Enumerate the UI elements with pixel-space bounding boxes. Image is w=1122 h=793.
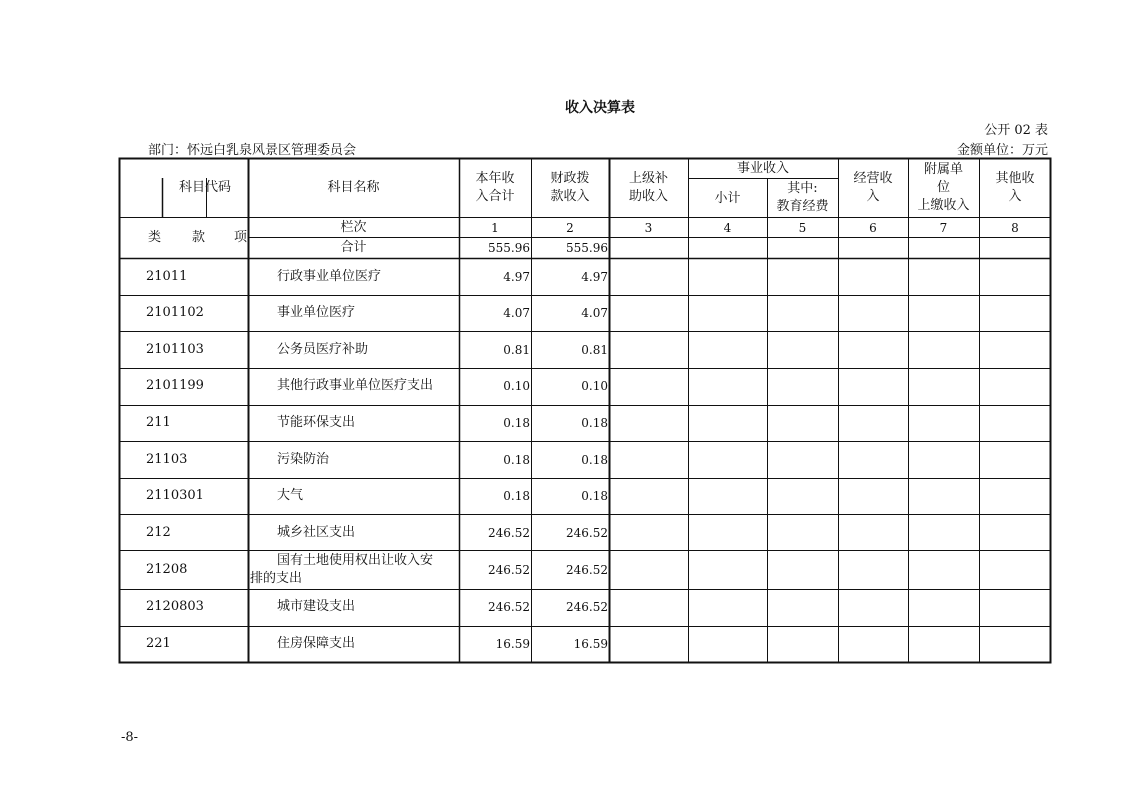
- row-total: 246.52: [488, 600, 530, 614]
- column-index-4: 4: [723, 221, 732, 235]
- header-fiscal-line1: 财政拨: [550, 171, 590, 186]
- header-subject-code: 科目代码: [178, 180, 231, 195]
- row-total: 0.10: [503, 379, 530, 393]
- row-name: 城乡社区支出: [277, 525, 356, 540]
- row-name-line1: 国有土地使用权出让收入安: [277, 553, 434, 568]
- form-number: 公开 02 表: [984, 123, 1048, 138]
- header-affiliated-line3: 上缴收入: [917, 198, 970, 213]
- row-code: 21103: [146, 452, 188, 467]
- row-fiscal: 246.52: [566, 563, 608, 577]
- header-operating-line2: 入: [866, 189, 880, 204]
- column-index-8: 8: [1011, 221, 1019, 235]
- header-operating-line1: 经营收: [853, 171, 893, 186]
- row-name: 住房保障支出: [277, 636, 356, 651]
- header-superior-line1: 上级补: [628, 171, 668, 186]
- row-total: 4.97: [503, 270, 530, 284]
- row-total: 0.81: [503, 343, 530, 357]
- header-total-line1: 本年收: [475, 171, 515, 186]
- department-label: 部门：怀远白乳泉风景区管理委员会: [148, 143, 357, 158]
- header-subtotal: 小计: [714, 191, 741, 206]
- header-other-line2: 入: [1008, 189, 1022, 204]
- row-code: 221: [146, 636, 171, 651]
- row-name: 污染防治: [277, 452, 330, 467]
- total-label: 合计: [340, 240, 367, 255]
- row-code: 211: [146, 415, 171, 430]
- column-index-1: 1: [491, 221, 499, 235]
- row-total: 4.07: [503, 306, 530, 320]
- row-name: 公务员医疗补助: [277, 342, 369, 357]
- page-number: -8-: [121, 730, 139, 745]
- row-code: 21208: [146, 562, 188, 577]
- row-code: 2120803: [146, 599, 204, 614]
- row-total: 16.59: [495, 637, 530, 651]
- row-total: 0.18: [503, 453, 530, 467]
- amount-unit-label: 金额单位：万元: [956, 143, 1048, 158]
- row-fiscal: 4.97: [581, 270, 608, 284]
- row-name: 节能环保支出: [277, 415, 356, 430]
- header-business-income: 事业收入: [736, 161, 789, 176]
- row-fiscal: 0.18: [581, 453, 608, 467]
- column-index-label: 栏次: [340, 220, 367, 235]
- header-among-line1: 其中:: [787, 181, 818, 196]
- row-code: 2101199: [146, 378, 204, 393]
- header-total-line2: 入合计: [475, 189, 515, 204]
- column-index-2: 2: [566, 221, 574, 235]
- row-code: 212: [146, 525, 171, 540]
- row-fiscal: 0.18: [581, 416, 608, 430]
- header-superior-line2: 助收入: [628, 189, 668, 204]
- row-fiscal: 0.10: [581, 379, 608, 393]
- header-other-line1: 其他收: [995, 171, 1035, 186]
- row-name: 大气: [277, 488, 304, 503]
- category-kuan: 款: [192, 230, 206, 245]
- column-index-3: 3: [644, 221, 653, 235]
- column-index-5: 5: [798, 221, 807, 235]
- row-fiscal: 0.81: [581, 343, 608, 357]
- header-fiscal-line2: 款收入: [550, 189, 590, 204]
- row-fiscal: 246.52: [566, 526, 608, 540]
- category-lei: 类: [148, 230, 162, 245]
- row-fiscal: 0.18: [581, 489, 608, 503]
- column-index-6: 6: [869, 221, 877, 235]
- header-among-line2: 教育经费: [776, 199, 829, 214]
- row-name: 行政事业单位医疗: [277, 269, 382, 284]
- row-total: 0.18: [503, 416, 530, 430]
- row-total: 246.52: [488, 526, 530, 540]
- row-name: 事业单位医疗: [277, 305, 356, 320]
- total-income-value: 555.96: [488, 241, 530, 255]
- row-total: 0.18: [503, 489, 530, 503]
- row-code: 2110301: [146, 488, 204, 503]
- column-index-7: 7: [939, 221, 948, 235]
- row-fiscal: 16.59: [573, 637, 608, 651]
- row-total: 246.52: [488, 563, 530, 577]
- row-fiscal: 4.07: [581, 306, 608, 320]
- total-fiscal-value: 555.96: [566, 241, 608, 255]
- row-fiscal: 246.52: [566, 600, 608, 614]
- header-subject-name: 科目名称: [327, 180, 380, 195]
- header-affiliated-line1: 附属单: [923, 162, 963, 177]
- row-name: 其他行政事业单位医疗支出: [277, 378, 434, 393]
- row-code: 2101102: [146, 305, 204, 320]
- row-name: 城市建设支出: [277, 599, 356, 614]
- page-title: 收入决算表: [565, 100, 635, 116]
- row-code: 2101103: [146, 342, 204, 357]
- header-affiliated-line2: 位: [936, 180, 950, 195]
- row-name-line2: 排的支出: [250, 571, 303, 586]
- row-code: 21011: [146, 269, 188, 284]
- category-xiang: 项: [234, 230, 248, 245]
